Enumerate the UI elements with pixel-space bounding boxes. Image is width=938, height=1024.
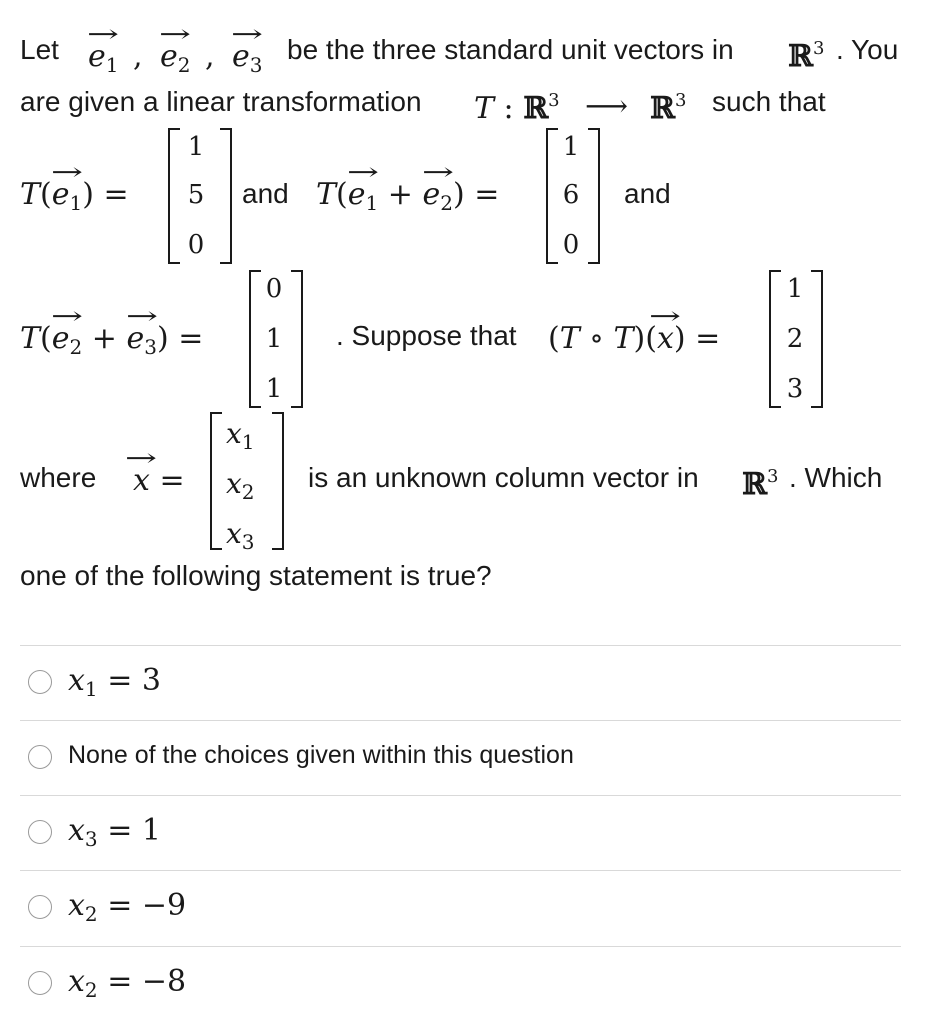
matrix-cell-x2: $x_2$: [226, 467, 255, 504]
T-of-e2-plus-e3-expression: $T(\to e_2$ + → $e_3$) =: [20, 324, 203, 357]
matrix-cell: 2: [786, 324, 804, 354]
option-4-label[interactable]: $x_2 = -9$: [68, 888, 187, 926]
text-which: . Which: [789, 462, 883, 493]
divider: [20, 645, 901, 646]
text-be-three: be the three standard unit vectors in: [287, 34, 734, 65]
T-of-e1-plus-e2-expression: $T(\to e_1$ + → $e_2$) =: [316, 180, 499, 213]
option-2-label[interactable]: None of the choices given within this question: [68, 741, 574, 769]
matrix-right-bracket: [220, 128, 232, 264]
vector-e1: → $e_1$: [88, 42, 119, 75]
x-vector-equals: → x =: [133, 466, 185, 496]
matrix-cell: 0: [187, 230, 205, 260]
matrix-right-bracket: [811, 270, 823, 408]
matrix-left-bracket: [210, 412, 222, 550]
text-one-of-following: one of the following statement is true?: [20, 560, 492, 591]
matrix-cell: 1: [265, 324, 283, 354]
text-and: and: [624, 178, 671, 209]
vector-e2: → $e_2$: [160, 42, 191, 75]
maps-to-arrow: ⟶: [585, 89, 629, 124]
matrix-cell: 1: [187, 132, 205, 162]
option-2-radio[interactable]: [28, 745, 52, 769]
option-4-radio[interactable]: [28, 895, 52, 919]
real-space-R3: ℝ$^3$: [742, 466, 779, 502]
T-of-e1-expression: $T(\to e_1)$ =: [20, 180, 129, 213]
option-5-label[interactable]: $x_2 = -8$: [68, 964, 187, 1002]
matrix-cell-x1: $x_1$: [226, 417, 255, 454]
divider: [20, 795, 901, 796]
option-3-radio[interactable]: [28, 820, 52, 844]
option-1-radio[interactable]: [28, 670, 52, 694]
text-and: and: [242, 178, 289, 209]
matrix-right-bracket: [291, 270, 303, 408]
matrix-right-bracket: [588, 128, 600, 264]
matrix-cell: 6: [562, 180, 580, 210]
T-composed-T-of-x-expression: (T ∘ T)(→ x) =: [548, 324, 720, 354]
matrix-cell: 1: [786, 274, 804, 304]
matrix-cell: 0: [265, 274, 283, 304]
text-you: . You: [836, 34, 899, 65]
divider: [20, 870, 901, 871]
text-where: where: [20, 462, 97, 493]
comma: ,: [205, 39, 215, 74]
real-space-R3: ℝ$^3$: [650, 90, 687, 126]
matrix-cell: 0: [562, 230, 580, 260]
text-is-unknown: is an unknown column vector in: [308, 462, 699, 493]
transformation-T-domain: T : ℝ$^3$: [474, 90, 560, 126]
text-given: are given a linear transformation: [20, 86, 422, 117]
option-5-radio[interactable]: [28, 971, 52, 995]
matrix-cell-x3: $x_3$: [226, 517, 255, 554]
vector-e3: → $e_3$: [232, 42, 263, 75]
divider: [20, 946, 901, 947]
matrix-cell: 3: [786, 374, 804, 404]
option-1-label[interactable]: $x_1 = 3$: [68, 663, 161, 701]
matrix-right-bracket: [272, 412, 284, 550]
matrix-cell: 5: [187, 180, 205, 210]
matrix-cell: 1: [265, 374, 283, 404]
text-suppose-that: . Suppose that: [336, 320, 517, 351]
matrix-cell: 1: [562, 132, 580, 162]
divider: [20, 720, 901, 721]
option-3-label[interactable]: $x_3 = 1$: [68, 813, 161, 851]
comma: ,: [133, 39, 143, 74]
matrix-left-bracket: [168, 128, 180, 264]
real-space-R3: ℝ$^3$: [788, 38, 825, 74]
text-let: Let: [20, 34, 59, 65]
text-such-that: such that: [712, 86, 826, 117]
